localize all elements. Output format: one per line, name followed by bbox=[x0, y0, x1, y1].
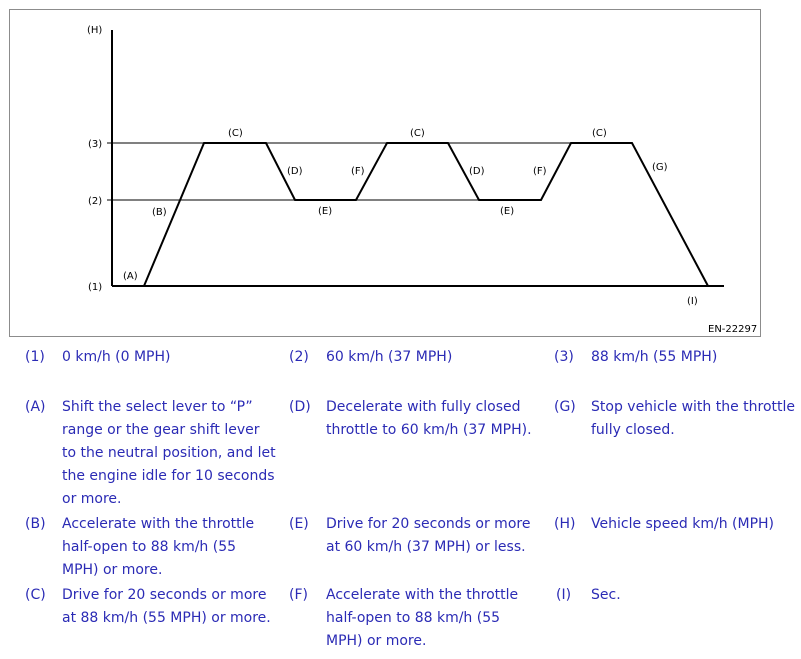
legend-text bbox=[326, 513, 551, 559]
legend-key: (G) bbox=[554, 399, 576, 415]
legend-text bbox=[591, 513, 801, 536]
segment-label-c2: (C) bbox=[410, 128, 425, 139]
legend-text bbox=[591, 584, 801, 607]
legend-key: (H) bbox=[554, 516, 576, 532]
legend-text bbox=[62, 584, 287, 630]
legend-text bbox=[591, 396, 801, 442]
legend-line: Accelerate with the throttle bbox=[326, 587, 519, 603]
legend-line: MPH) or more. bbox=[62, 562, 163, 578]
legend-line: MPH) or more. bbox=[326, 633, 427, 649]
segment-label-c1: (C) bbox=[228, 128, 243, 139]
axis-label-i: (I) bbox=[687, 296, 698, 307]
legend-line: fully closed. bbox=[591, 422, 675, 438]
legend-line: Accelerate with the throttle bbox=[62, 516, 255, 532]
y-label-3: (3) bbox=[88, 139, 103, 150]
segment-label-b: (B) bbox=[152, 207, 167, 218]
legend-key: (E) bbox=[289, 516, 309, 532]
legend-text: 60 km/h (37 MPH) bbox=[326, 349, 453, 365]
speed-profile-diagram bbox=[10, 10, 760, 336]
legend-line: or more. bbox=[62, 491, 122, 507]
legend-line: throttle to 60 km/h (37 MPH). bbox=[326, 422, 532, 438]
legend-line: at 88 km/h (55 MPH) or more. bbox=[62, 610, 271, 626]
legend-text bbox=[326, 584, 551, 653]
segment-label-e1: (E) bbox=[318, 206, 333, 217]
legend-line: Drive for 20 seconds or more bbox=[62, 587, 267, 603]
legend-key: (2) bbox=[289, 349, 309, 365]
legend-key: (C) bbox=[25, 587, 46, 603]
legend-line: half-open to 88 km/h (55 bbox=[326, 610, 501, 626]
segment-label-d2: (D) bbox=[469, 166, 485, 177]
segment-label-a: (A) bbox=[123, 271, 138, 282]
legend-line: to the neutral position, and let bbox=[62, 445, 276, 461]
segment-label-e2: (E) bbox=[500, 206, 515, 217]
legend-line: range or the gear shift lever bbox=[62, 422, 260, 438]
legend-text bbox=[62, 396, 287, 511]
figure-id: EN-22297 bbox=[708, 324, 758, 335]
legend-line: the engine idle for 10 seconds bbox=[62, 468, 275, 484]
segment-label-c3: (C) bbox=[592, 128, 607, 139]
segment-label-f1: (F) bbox=[351, 166, 365, 177]
segment-label-f2: (F) bbox=[533, 166, 547, 177]
legend-text bbox=[326, 396, 551, 442]
legend-text: 0 km/h (0 MPH) bbox=[62, 349, 171, 365]
legend-text: 88 km/h (55 MPH) bbox=[591, 349, 718, 365]
legend-key: (F) bbox=[289, 587, 308, 603]
axis-label-h: (H) bbox=[87, 25, 103, 36]
segment-label-g: (G) bbox=[652, 162, 668, 173]
legend-key: (1) bbox=[25, 349, 45, 365]
legend-line: Drive for 20 seconds or more bbox=[326, 516, 531, 532]
legend-key: (A) bbox=[25, 399, 46, 415]
y-label-2: (2) bbox=[88, 196, 103, 207]
legend-line: Decelerate with fully closed bbox=[326, 399, 521, 415]
legend-key: (B) bbox=[25, 516, 46, 532]
y-label-1: (1) bbox=[88, 282, 103, 293]
legend-line: half-open to 88 km/h (55 bbox=[62, 539, 237, 555]
legend-line: Sec. bbox=[591, 587, 621, 603]
legend-line: Vehicle speed km/h (MPH) bbox=[591, 516, 775, 532]
legend-key: (3) bbox=[554, 349, 574, 365]
legend-key: (D) bbox=[289, 399, 311, 415]
legend-line: at 60 km/h (37 MPH) or less. bbox=[326, 539, 526, 555]
speed-profile-line bbox=[144, 143, 708, 286]
legend-key: (I) bbox=[556, 587, 572, 603]
legend-line: Stop vehicle with the throttle bbox=[591, 399, 796, 415]
speed-profile-figure bbox=[9, 9, 761, 337]
legend-line: Shift the select lever to “P” bbox=[62, 399, 253, 415]
segment-label-d1: (D) bbox=[287, 166, 303, 177]
legend-text bbox=[62, 513, 287, 582]
